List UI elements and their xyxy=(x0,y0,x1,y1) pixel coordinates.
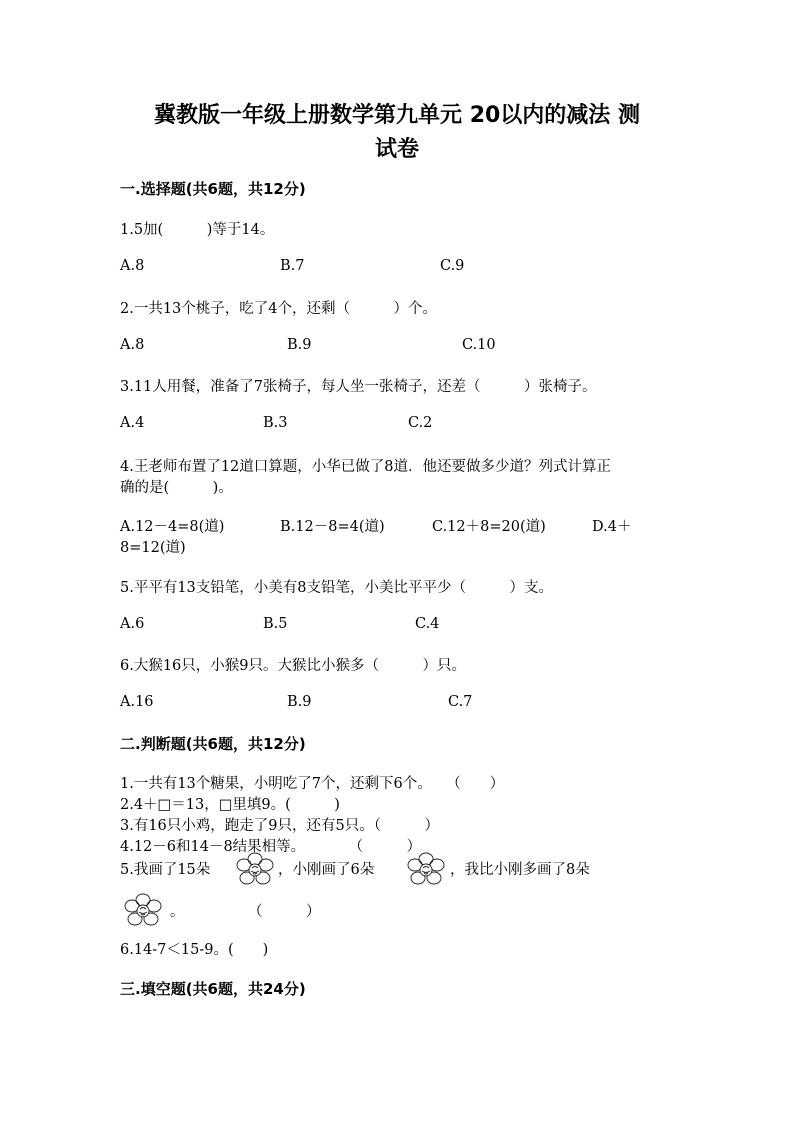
page-title-line2: 试卷 xyxy=(374,137,419,162)
option-2b: B.9 xyxy=(287,337,312,353)
flower-icon xyxy=(122,893,164,929)
section-heading-choice: 一.选择题(共6题，共12分) xyxy=(120,180,306,198)
option-2c: C.10 xyxy=(462,337,496,353)
option-1b: B.7 xyxy=(280,258,305,274)
option-4d: D.4＋ xyxy=(592,519,632,535)
judge-5-bracket: （ ） xyxy=(248,904,321,920)
judge-5-part2: ，小刚画了6朵 xyxy=(278,862,375,878)
option-6b: B.9 xyxy=(287,694,312,710)
option-3c: C.2 xyxy=(408,415,433,431)
option-5b: B.5 xyxy=(263,616,288,632)
page-title-line1: 冀教版一年级上册数学第九单元 20以内的减法 测 xyxy=(154,103,640,128)
option-4b: B.12－8=4(道) xyxy=(280,519,385,535)
question-2: 2.一共13个桃子，吃了4个，还剩（ ）个。 xyxy=(120,301,438,317)
option-5a: A.6 xyxy=(120,616,145,632)
option-2a: A.8 xyxy=(120,337,145,353)
question-3: 3.11人用餐，准备了7张椅子，每人坐一张椅子，还差（ ）张椅子。 xyxy=(120,379,597,395)
section-heading-fill: 三.填空题(共6题，共24分) xyxy=(120,980,306,998)
judge-1: 1.一共有13个糖果，小明吃了7个，还剩下6个。 （ ） xyxy=(120,776,505,792)
option-6c: C.7 xyxy=(448,694,473,710)
option-3a: A.4 xyxy=(120,415,145,431)
question-6: 6.大猴16只，小猴9只。大猴比小猴多（ ）只。 xyxy=(120,658,467,674)
option-6a: A.16 xyxy=(120,694,154,710)
option-4a: A.12－4=8(道) xyxy=(120,519,225,535)
question-4-line2: 确的是( )。 xyxy=(120,480,233,496)
judge-5-part3: ，我比小刚多画了8朵 xyxy=(450,862,590,878)
option-1c: C.9 xyxy=(440,258,465,274)
judge-5-part1: 5.我画了15朵 xyxy=(120,862,211,878)
flower-icon xyxy=(234,852,276,888)
judge-2: 2.4＋□＝13，□里填9。( ) xyxy=(120,797,340,813)
judge-3: 3.有16只小鸡，跑走了9只，还有5只。（ ） xyxy=(120,818,439,834)
option-3b: B.3 xyxy=(263,415,288,431)
option-1a: A.8 xyxy=(120,258,145,274)
section-heading-judge: 二.判断题(共6题，共12分) xyxy=(120,735,306,753)
option-4c: C.12＋8=20(道) xyxy=(432,519,546,535)
question-4-line1: 4.王老师布置了12道口算题，小华已做了8道．他还要做多少道？列式计算正 xyxy=(120,459,612,475)
judge-6: 6.14-7＜15-9。( ) xyxy=(120,942,269,958)
judge-5-part4: 。 xyxy=(170,904,185,920)
question-5: 5.平平有13支铅笔，小美有8支铅笔，小美比平平少（ ）支。 xyxy=(120,580,554,596)
option-5c: C.4 xyxy=(415,616,440,632)
question-1: 1.5加( )等于14。 xyxy=(120,222,275,238)
judge-4: 4.12－6和14－8结果相等。 （ ） xyxy=(120,839,422,855)
option-4d-continued: 8=12(道) xyxy=(120,540,186,556)
flower-icon xyxy=(405,852,447,888)
